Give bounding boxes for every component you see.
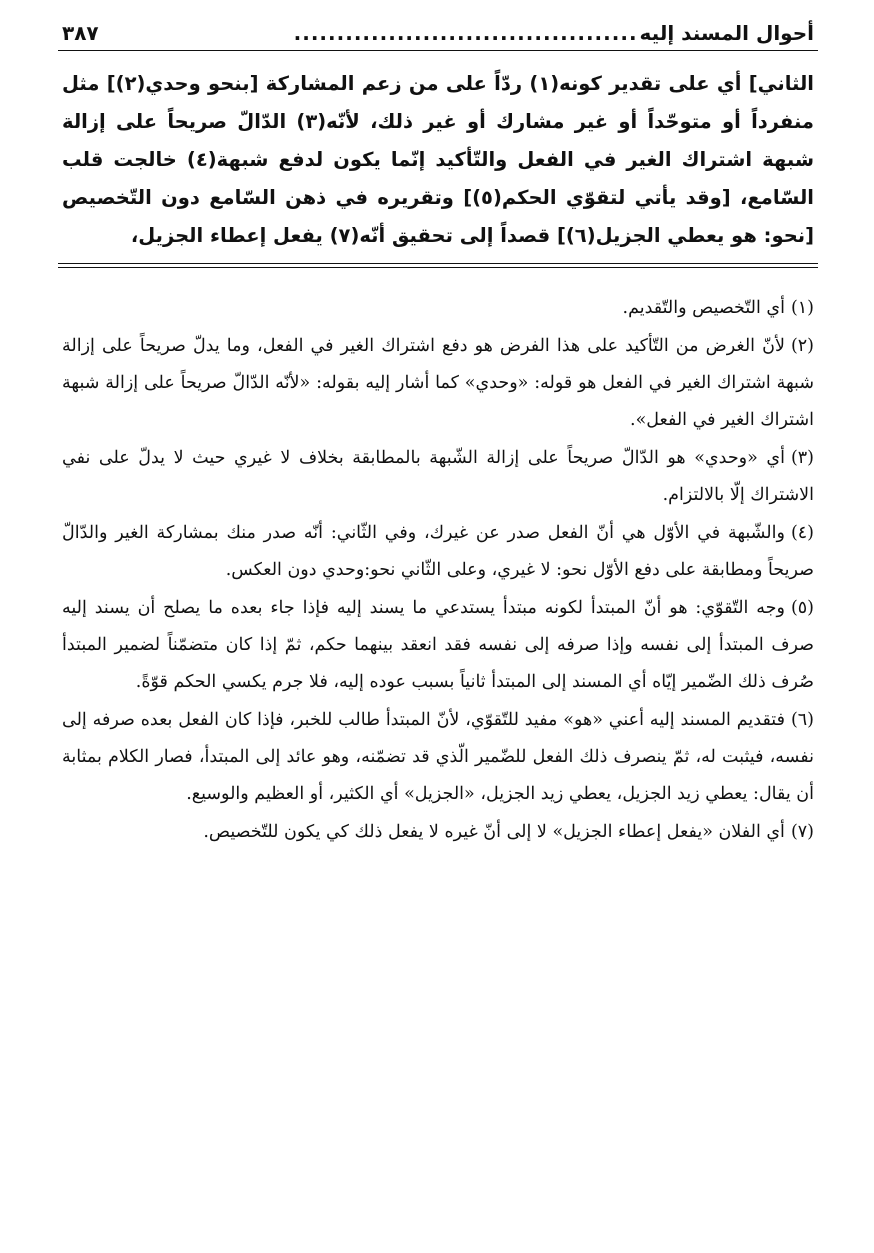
footnote-number: (١) — [790, 298, 814, 318]
footnote-number: (٤) — [790, 523, 814, 543]
footnote-text: أي الفلان «يفعل إعطاء الجزيل» لا إلى أنّ غيره لا يفعل ذلك كي يكون للتّخصيص. — [203, 822, 785, 842]
footnote-number: (٥) — [790, 598, 814, 618]
footnote-1 — [62, 290, 814, 327]
chapter-title: أحوال المسند إليه — [639, 21, 814, 45]
footnote-number: (٧) — [790, 822, 814, 842]
footnote-6 — [62, 702, 814, 813]
footnote-7 — [62, 814, 814, 851]
footnote-text: وجه التّقوّي: هو أنّ المبتدأ لكونه مبتدأ يستدعي ما يسند إليه فإذا جاء بعده ما يصلح أن يسند إليه صرف المبتدأ إلى نفسه وإذا صرفه إلى نفسه فقد انعقد بينهما حكم، ثمّ إذا كان متضمّناً لضمير المبتدأ صُرف ذلك الضّمير إيّاه أي المسند إلى المبتدأ ثانياً بسبب عوده إليه، فلا جرم يكسي الحكم قوّةً. — [62, 598, 814, 692]
footnote-text: لأنّ الغرض من التّأكيد على هذا الفرض هو دفع اشتراك الغير في الفعل، وما يدلّ صريحاً على إزالة شبهة اشتراك الغير في الفعل هو قوله: «وحدي» كما أشار إليه بقوله: «لأنّه الدّالّ صريحاً على إزالة شبهة اشتراك الغير في الفعل». — [62, 336, 814, 430]
footnote-2 — [62, 328, 814, 439]
footnotes — [58, 290, 818, 851]
footnote-5 — [62, 590, 814, 701]
running-header — [58, 18, 818, 51]
footnote-number: (٣) — [790, 448, 814, 468]
header-leader-dots: ........................................ — [293, 21, 638, 45]
footnote-text: أي التّخصيص والتّقديم. — [622, 298, 785, 318]
main-text: الثاني] أي على تقدير كونه(١) ردّاً على من زعم المشاركة [بنحو وحدي(٢)] مثل منفرداً أو متوحّداً أو غير مشارك أو غير ذلك، لأنّه(٣) الدّالّ صريحاً على إزالة شبهة اشتراك الغير في الفعل والتّأكيد إنّما يكون لدفع شبهة(٤) خالجت قلب السّامع، [وقد يأتي لتقوّي الحكم(٥)] وتقريره في ذهن السّامع دون التّخصيص [نحو: هو يعطي الجزيل(٦)] قصداً إلى تحقيق أنّه(٧) يفعل إعطاء الجزيل، — [62, 72, 814, 247]
footnote-text: فتقديم المسند إليه أعني «هو» مفيد للتّقوّي، لأنّ المبتدأ طالب للخبر، فإذا كان الفعل بعده صرفه إلى نفسه، فيثبت له، ثمّ ينصرف ذلك الفعل للضّمير الّذي قد تضمّنه، وهو عائد إلى المبتدأ، فصار الكلام بمثابة أن يقال: يعطي زيد الجزيل، يعطي زيد الجزيل، «الجزيل» أي الكثير، أو العظيم والوسيع. — [62, 710, 814, 804]
footnote-text: والشّبهة في الأوّل هي أنّ الفعل صدر عن غيرك، وفي الثّاني: أنّه صدر منك بمشاركة الغير والدّالّ صريحاً ومطابقة على دفع الأوّل نحو: لا غيري، وعلى الثّاني نحو:وحدي دون العكس. — [62, 523, 814, 580]
page-number: ٣٨٧ — [62, 21, 99, 45]
footnote-3 — [62, 440, 814, 514]
footnote-text: أي «وحدي» هو الدّالّ صريحاً على إزالة الشّبهة بالمطابقة بخلاف لا غيري حيث لا يدلّ على نفي الاشتراك إلّا بالالتزام. — [62, 448, 814, 505]
footnote-4 — [62, 515, 814, 589]
footnote-number: (٢) — [790, 336, 814, 356]
book-page — [58, 18, 818, 852]
footnote-number: (٦) — [790, 710, 814, 730]
footnote-separator — [58, 263, 818, 268]
